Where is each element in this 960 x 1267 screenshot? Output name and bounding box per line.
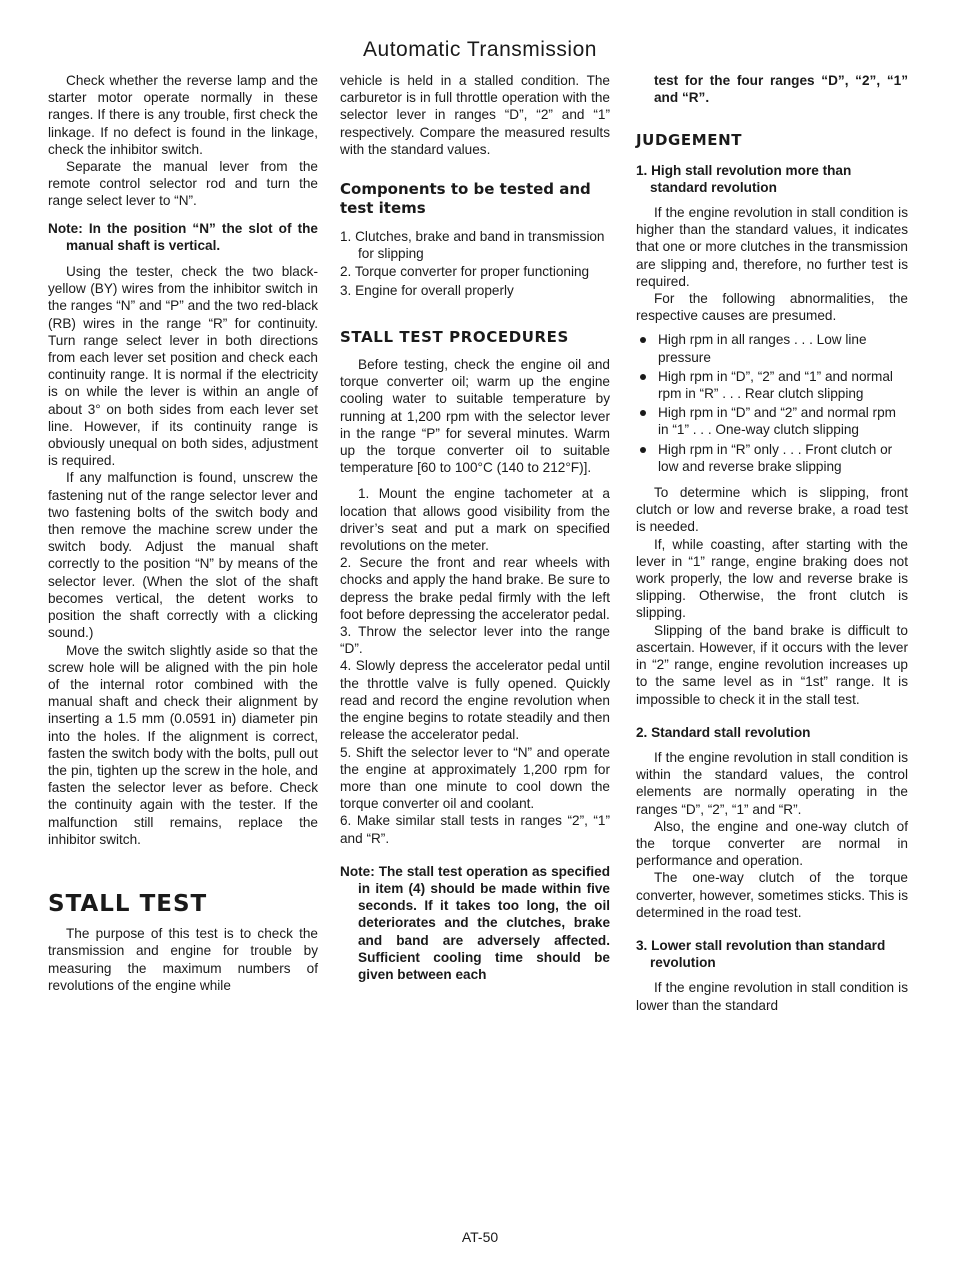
paragraph: Move the switch slightly aside so that the screw hole will be aligned with the pin hole of the internal rotor combined with the manual shaft and check their alignment by inserting a 1.5 mm (0.0591 in) diameter pin into the holes. If the alignment is correct, fasten the switch body with the bolts, pull out the pin, tighten up the screw in the hole, and fasten the selector lever as before. Check the continuity again with the tester. If the malfunction still remains, replace the inhibitor switch. <box>48 642 318 847</box>
paragraph: If the engine revolution in stall condition is higher than the standard values, it indicates that one or more clutches in the transmission are slipping and, therefore, no further test is required. <box>636 205 908 289</box>
paragraph: Check whether the reverse lamp and the starter motor operate normally in these ranges. If there is any trouble, first check the linkage. If no defect is found in the linkage, check the inhibitor switch. <box>48 73 318 157</box>
subheading: 1. High stall revolution more than standard revolution <box>636 162 852 195</box>
procedure-step: 6. Make similar stall tests in ranges “2”, “1” and “R”. <box>340 813 610 846</box>
paragraph: vehicle is held in a stalled condition. The carburetor is in full throttle operation with the selector lever in ranges “D”, “2” and “1” respectively. Compare the measured results with the standard values. <box>340 73 610 157</box>
procedure-step: 1. Mount the engine tachometer at a location that allows good visibility from the driver’s seat and put a mark on specified revolutions on the meter. <box>340 486 610 554</box>
procedure-step: 5. Shift the selector lever to “N” and operate the engine at approximately 1,200 rpm for more than one minute to cool down the torque converter oil and coolant. <box>340 744 610 812</box>
procedure-step: 3. Throw the selector lever into the range “D”. <box>340 624 610 657</box>
section-heading-judgement: JUDGEMENT <box>636 131 743 150</box>
paragraph: The purpose of this test is to check the transmission and engine for trouble by measuring the maximum numbers of revolutions of the engine while <box>48 926 318 993</box>
paragraph: Before testing, check the engine oil and torque converter oil; warm up the engine cooling water to suitable temperature by running at 1,200 rpm with the selector lever in the range “P” for several minutes. Warm up the torque converter oil to suitable temperature [60 to 100°C (140 to 212°F)]. <box>340 357 610 476</box>
column-left <box>48 72 318 994</box>
procedure-step: 4. Slowly depress the accelerator pedal until the throttle valve is fully opened. Quickly read and record the engine revolution when the engine begins to rotate steadily and then release the accelerator pedal. <box>340 658 610 743</box>
column-right <box>636 72 908 1014</box>
page-number: AT-50 <box>461 1229 499 1245</box>
section-heading-components: Components to be tested and test items <box>340 180 591 218</box>
procedure-step: 2. Secure the front and rear wheels with chocks and apply the hand brake. Be sure to depress the brake pedal firmly with the left foot before depressing the accelerator pedal. <box>340 555 610 622</box>
paragraph: The one-way clutch of the torque converter, however, sometimes sticks. This is determined in the road test. <box>636 870 908 920</box>
subheading: 3. Lower stall revolution than standard revolution <box>636 937 886 971</box>
list-item: High rpm in “D”, “2” and “1” and normal rpm in “R” . . . Rear clutch slipping <box>636 368 908 402</box>
list-item: 1. Clutches, brake and band in transmission for slipping <box>340 229 605 262</box>
note: Note: The stall test operation as specified in item (4) should be made within five seconds. If it takes too long, the oil deteriorates and the clutches, brake and band are adversely affected. Sufficient cooling time should be given between each <box>340 863 610 982</box>
paragraph: For the following abnormalities, the respective causes are presumed. <box>636 291 908 324</box>
paragraph: To determine which is slipping, front clutch or low and reverse brake, a road test is needed. <box>636 485 908 535</box>
note: Note: In the position “N” the slot of the manual shaft is vertical. <box>48 220 318 253</box>
paragraph: If the engine revolution in stall condition is within the standard values, the control elements are normally operating in the ranges “D”, “2”, “1” and “R”. <box>636 749 908 817</box>
bullet-list <box>636 331 908 475</box>
section-heading-stall-test: STALL TEST <box>48 890 208 917</box>
paragraph: Using the tester, check the two black-yellow (BY) wires from the inhibitor switch in the ranges “N” and “P” and the two red-black (RB) wires in the range “R” for continuity. Turn range select lever in both directions from each lever set position and check each continuity range. It is normal if the electricity is on while the lever is within an angle of about 3° on both sides from each lever set line. However, if its continuity range is obviously unequal on both sides, adjustment is required. <box>48 264 318 469</box>
paragraph: If, while coasting, after starting with the lever in “1” range, engine braking does not work properly, the low and reverse brake is slipping. Otherwise, the front clutch is slipping. <box>636 536 908 621</box>
components-list <box>340 228 610 299</box>
subheading: 2. Standard stall revolution <box>636 724 811 740</box>
paragraph: If any malfunction is found, unscrew the fastening nut of the range selector lever and two fastening bolts of the switch body and then remove the machine screw under the switch body. Adjust the manual shaft correctly to the position “N” by means of the selector lever. (When the slot of the shaft becomes vertical, the detent works to position the shaft correctly with a clicking sound.) <box>48 470 318 641</box>
list-item: High rpm in “R” only . . . Front clutch or low and reverse brake slipping <box>636 441 908 475</box>
list-item: 3. Engine for overall properly <box>340 282 514 298</box>
paragraph: Separate the manual lever from the remote control selector rod and turn the range select lever to “N”. <box>48 159 318 209</box>
list-item: High rpm in all ranges . . . Low line pressure <box>636 331 908 365</box>
paragraph: If the engine revolution in stall condition is lower than the standard <box>636 980 908 1013</box>
page-header: Automatic Transmission <box>363 38 597 61</box>
list-item: High rpm in “D” and “2” and normal rpm in “1” . . . One-way clutch slipping <box>636 404 908 438</box>
section-heading-stall-test-procedures: STALL TEST PROCEDURES <box>340 327 569 346</box>
paragraph: Also, the engine and one-way clutch of the torque converter are normal in performance and operation. <box>636 818 908 869</box>
column-middle <box>340 72 610 983</box>
paragraph: test for the four ranges “D”, “2”, “1” and “R”. <box>654 73 908 106</box>
list-item: 2. Torque converter for proper functioning <box>340 264 590 280</box>
paragraph: Slipping of the band brake is difficult to ascertain. However, if it occurs with the lever in “2” range, engine revolution increases up to the same level as in “1st” range. It is impossible to check it in the stall test. <box>636 622 908 707</box>
